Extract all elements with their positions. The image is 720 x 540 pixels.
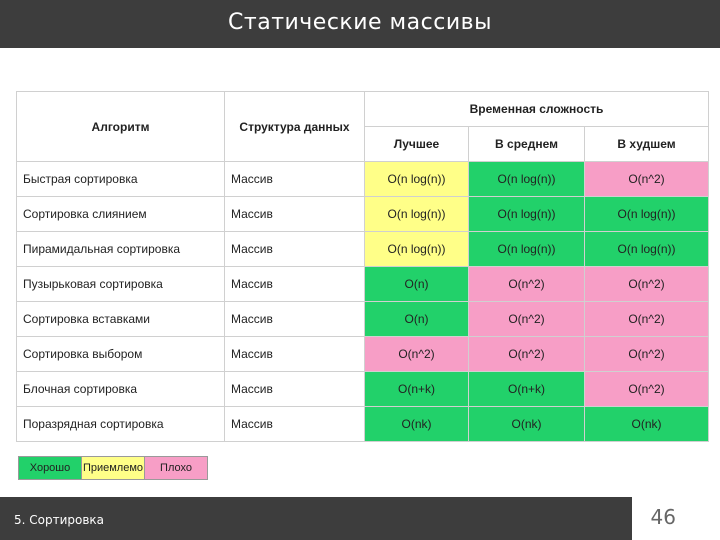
table-row <box>17 337 709 372</box>
table-row <box>17 232 709 267</box>
header-structure: Структура данных <box>225 92 365 162</box>
algorithm-name: Сортировка вставками <box>17 302 225 337</box>
color-legend <box>18 456 208 480</box>
average-case: O(n^2) <box>469 267 585 302</box>
best-case: O(n^2) <box>365 337 469 372</box>
data-structure: Массив <box>225 407 365 442</box>
data-structure: Массив <box>225 302 365 337</box>
data-structure: Массив <box>225 232 365 267</box>
worst-case: O(n^2) <box>585 162 709 197</box>
best-case: O(n log(n)) <box>365 232 469 267</box>
best-case: O(n) <box>365 302 469 337</box>
worst-case: O(n log(n)) <box>585 197 709 232</box>
section-label: 5. Сортировка <box>14 513 105 527</box>
average-case: O(nk) <box>469 407 585 442</box>
page-number: 46 <box>650 505 676 529</box>
algorithm-name: Блочная сортировка <box>17 372 225 407</box>
average-case: O(n log(n)) <box>469 197 585 232</box>
worst-case: O(n^2) <box>585 302 709 337</box>
data-structure: Массив <box>225 267 365 302</box>
worst-case: O(n^2) <box>585 372 709 407</box>
worst-case: O(n^2) <box>585 267 709 302</box>
data-structure: Массив <box>225 197 365 232</box>
average-case: O(n log(n)) <box>469 162 585 197</box>
slide-title: Статические массивы <box>228 10 492 35</box>
table-row <box>17 197 709 232</box>
table-row <box>17 267 709 302</box>
header-complexity: Временная сложность <box>365 92 709 127</box>
best-case: O(n log(n)) <box>365 197 469 232</box>
best-case: O(n+k) <box>365 372 469 407</box>
data-structure: Массив <box>225 337 365 372</box>
best-case: O(nk) <box>365 407 469 442</box>
algorithm-name: Сортировка выбором <box>17 337 225 372</box>
average-case: O(n^2) <box>469 337 585 372</box>
worst-case: O(n log(n)) <box>585 232 709 267</box>
header-best: Лучшее <box>365 127 469 162</box>
complexity-table <box>16 91 709 442</box>
algorithm-name: Пузырьковая сортировка <box>17 267 225 302</box>
header-average: В среднем <box>469 127 585 162</box>
algorithm-name: Поразрядная сортировка <box>17 407 225 442</box>
best-case: O(n) <box>365 267 469 302</box>
table-row <box>17 302 709 337</box>
table-row <box>17 407 709 442</box>
data-structure: Массив <box>225 162 365 197</box>
best-case: O(n log(n)) <box>365 162 469 197</box>
average-case: O(n log(n)) <box>469 232 585 267</box>
average-case: O(n+k) <box>469 372 585 407</box>
worst-case: O(n^2) <box>585 337 709 372</box>
legend-good: Хорошо <box>19 457 82 479</box>
footer-bar <box>0 497 632 540</box>
table-row <box>17 162 709 197</box>
algorithm-name: Быстрая сортировка <box>17 162 225 197</box>
table-header-row <box>17 92 709 127</box>
legend-acceptable: Приемлемо <box>82 457 145 479</box>
legend-bad: Плохо <box>145 457 207 479</box>
header-worst: В худшем <box>585 127 709 162</box>
data-structure: Массив <box>225 372 365 407</box>
worst-case: O(nk) <box>585 407 709 442</box>
table-row <box>17 372 709 407</box>
algorithm-name: Пирамидальная сортировка <box>17 232 225 267</box>
average-case: O(n^2) <box>469 302 585 337</box>
header-algorithm: Алгоритм <box>17 92 225 162</box>
algorithm-name: Сортировка слиянием <box>17 197 225 232</box>
